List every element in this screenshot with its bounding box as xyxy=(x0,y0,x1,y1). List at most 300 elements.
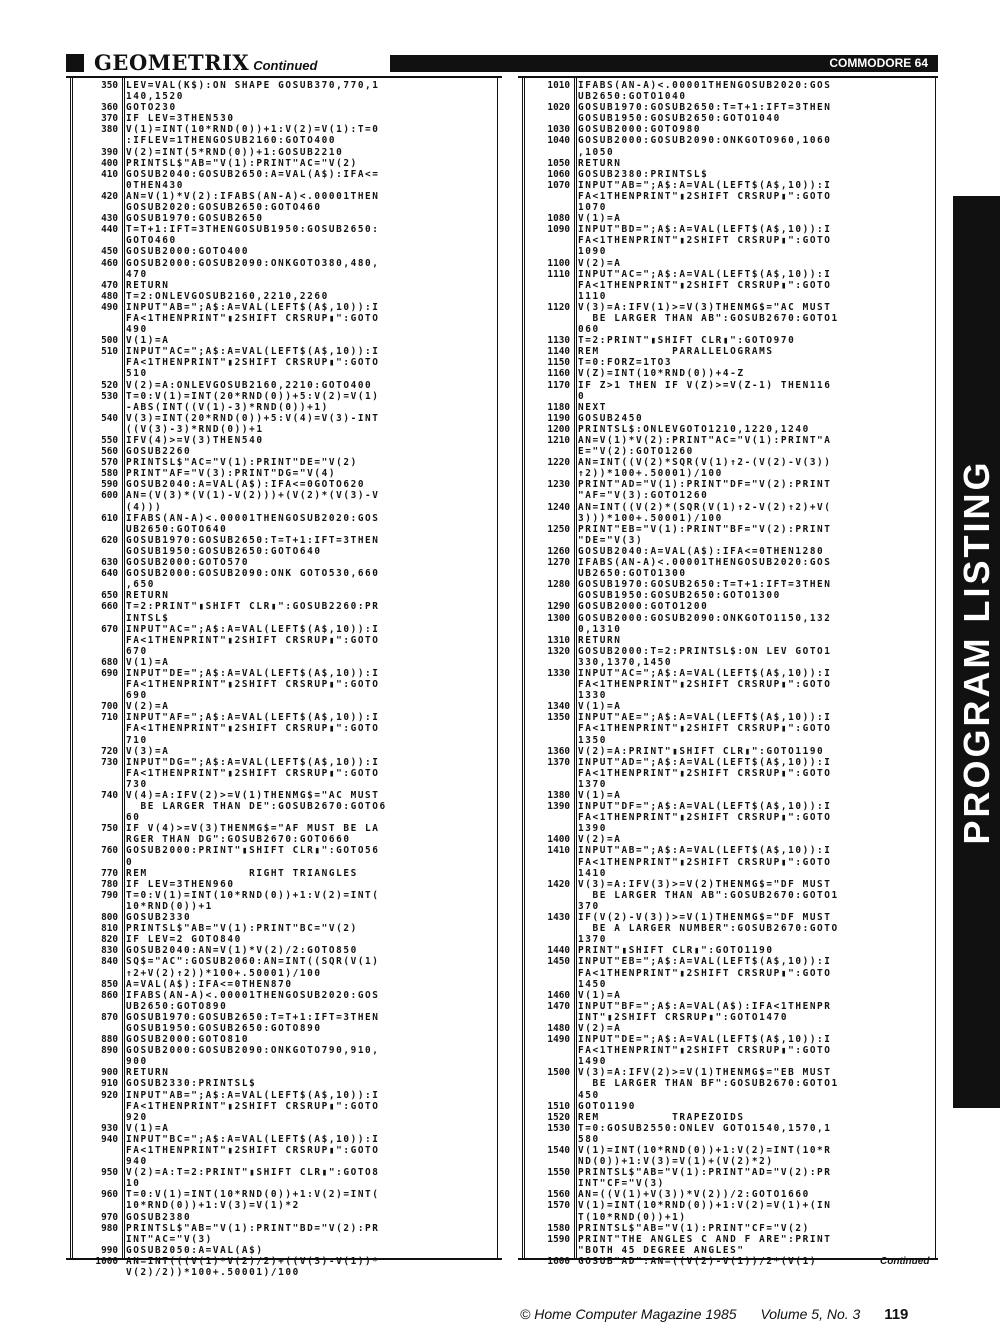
code-line xyxy=(518,102,938,113)
code-line xyxy=(66,1234,502,1245)
line-number: 1490 xyxy=(547,1034,570,1046)
line-number: 1380 xyxy=(547,790,570,801)
code-line xyxy=(66,80,502,91)
code-line xyxy=(518,235,938,246)
line-number: 770 xyxy=(101,867,118,879)
line-number: 800 xyxy=(101,912,118,924)
line-number: 910 xyxy=(101,1078,118,1090)
code-line xyxy=(66,779,502,790)
code-line xyxy=(518,402,938,413)
code-line xyxy=(66,1200,502,1211)
code-text: GOTO1190 xyxy=(578,1100,636,1112)
code-line xyxy=(518,202,938,213)
section-label: PROGRAM LISTING xyxy=(955,459,997,845)
code-line xyxy=(66,446,502,457)
code-line xyxy=(66,180,502,191)
code-line xyxy=(518,435,938,446)
code-text: V(Z)=INT(10*RND(0))+4-Z xyxy=(578,368,745,380)
code-line xyxy=(518,346,938,357)
line-number: 400 xyxy=(101,157,118,169)
line-number: 1060 xyxy=(547,168,570,180)
code-line xyxy=(66,424,502,435)
code-text: V(3)=INT(20*RND(0))+5:V(4)=V(3)-INT xyxy=(126,412,380,424)
line-number: 920 xyxy=(101,1089,118,1101)
code-text: INPUT"AC=";A$:A=VAL(LEFT$(A$,10)):I xyxy=(126,346,380,358)
line-number: 580 xyxy=(101,468,118,480)
line-number: 1560 xyxy=(547,1189,570,1201)
code-line xyxy=(66,213,502,224)
code-line xyxy=(518,1178,938,1189)
code-line xyxy=(66,1223,502,1234)
code-text: "AF="V(3):GOTO1260 xyxy=(578,490,709,502)
code-line xyxy=(66,1145,502,1156)
code-text: GOSUB2000:GOTO810 xyxy=(126,1034,250,1046)
code-text: PRINTSL$"AB="V(1):PRINT"AC="V(2) xyxy=(126,157,358,169)
code-line xyxy=(66,479,502,490)
code-text: FA<1THENPRINT"▮2SHIFT CRSRUP▮":GOTO xyxy=(578,812,832,824)
code-line xyxy=(518,1189,938,1200)
code-text: IF Z>1 THEN IF V(Z)>=V(Z-1) THEN116 xyxy=(578,379,832,391)
code-line xyxy=(66,258,502,269)
line-number: 1100 xyxy=(547,257,570,269)
code-text: ↑2))*100+.50001)/100 xyxy=(578,468,723,480)
code-text: FA<1THENPRINT"▮2SHIFT CRSRUP▮":GOTO xyxy=(578,190,832,202)
code-line xyxy=(66,1134,502,1145)
line-number: 1470 xyxy=(547,1000,570,1012)
code-line xyxy=(66,790,502,801)
code-line xyxy=(518,823,938,834)
code-text: PRINTSL$"AB="V(1):PRINT"BC="V(2) xyxy=(126,923,358,935)
line-number: 990 xyxy=(101,1244,118,1256)
code-line xyxy=(518,313,938,324)
code-line xyxy=(518,1067,938,1078)
code-text: RETURN xyxy=(578,634,622,646)
line-number: 1200 xyxy=(547,423,570,435)
line-number: 1130 xyxy=(547,335,570,347)
code-text: GOSUB2330 xyxy=(126,912,192,924)
code-line xyxy=(518,446,938,457)
code-line xyxy=(518,790,938,801)
code-line xyxy=(518,524,938,535)
line-number: 1110 xyxy=(547,268,570,280)
code-text: IF LEV=3THEN960 xyxy=(126,878,235,890)
code-line xyxy=(66,901,502,912)
code-line xyxy=(66,801,502,812)
code-text: GOSUB2040:A=VAL(A$):IFA<=0THEN1280 xyxy=(578,545,825,557)
code-line xyxy=(518,1023,938,1034)
line-number: 1220 xyxy=(547,457,570,469)
code-line xyxy=(518,801,938,812)
code-text: PRINT"AD="V(1):PRINT"DF="V(2):PRINT xyxy=(578,479,832,491)
line-number: 740 xyxy=(101,790,118,801)
code-text: 10 xyxy=(126,1178,141,1190)
code-text: 0 xyxy=(126,856,134,868)
code-line xyxy=(66,879,502,890)
line-number: 1290 xyxy=(547,601,570,613)
code-line xyxy=(518,246,938,257)
code-text: UB2650:GOTO890 xyxy=(126,1000,228,1012)
line-number: 510 xyxy=(101,346,118,358)
code-line xyxy=(66,968,502,979)
code-text: REM TRAPEZOIDS xyxy=(578,1111,745,1123)
code-line xyxy=(518,380,938,391)
code-text: 10*RND(0))+1 xyxy=(126,900,213,912)
code-text: FA<1THENPRINT"▮2SHIFT CRSRUP▮":GOTO xyxy=(126,634,380,646)
line-number: 520 xyxy=(101,379,118,391)
code-text: GOSUB2380:PRINTSL$ xyxy=(578,168,709,180)
code-line xyxy=(66,1189,502,1200)
code-line xyxy=(66,912,502,923)
code-line xyxy=(66,601,502,612)
line-number: 1480 xyxy=(547,1022,570,1034)
code-line xyxy=(518,124,938,135)
code-text: RETURN xyxy=(578,157,622,169)
code-line xyxy=(518,468,938,479)
code-text: GOSUB"AD":AN=((V(2)-V(1))/2*(V(1) xyxy=(578,1255,818,1267)
code-line xyxy=(518,357,938,368)
line-number: 700 xyxy=(101,701,118,713)
line-number: 1210 xyxy=(547,435,570,446)
code-text: IFV(4)>=V(3)THEN540 xyxy=(126,435,264,446)
code-text: GOSUB2040:AN=V(1)*V(2)/2:GOTO850 xyxy=(126,945,358,957)
code-text: PRINT"EB="V(1):PRINT"BF="V(2):PRINT xyxy=(578,523,832,535)
code-text: 370 xyxy=(578,900,600,912)
code-text: GOSUB2260 xyxy=(126,446,192,458)
code-line xyxy=(518,335,938,346)
code-text: 1370 xyxy=(578,934,607,946)
line-number: 890 xyxy=(101,1045,118,1057)
line-number: 1090 xyxy=(547,224,570,236)
code-line xyxy=(518,91,938,102)
code-text: PRINTSL$:ONLEVGOTO1210,1220,1240 xyxy=(578,423,810,435)
code-text: 140,1520 xyxy=(126,91,184,103)
code-text: GOSUB2000:PRINT"▮SHIFT CLR▮":GOTO56 xyxy=(126,845,380,857)
line-number: 810 xyxy=(101,923,118,935)
code-text: GOSUB1950:GOSUB2650:GOTO1040 xyxy=(578,113,781,125)
code-text: UB2650:GOTO640 xyxy=(126,523,228,535)
code-line xyxy=(518,746,938,757)
code-text: INPUT"AB=";A$:A=VAL(LEFT$(A$,10)):I xyxy=(126,301,380,313)
code-line xyxy=(66,191,502,202)
code-text: INPUT"AB=";A$:A=VAL(LEFT$(A$,10)):I xyxy=(578,845,832,857)
line-number: 1260 xyxy=(547,545,570,557)
code-text: 900 xyxy=(126,1056,148,1068)
line-number: 470 xyxy=(101,279,118,291)
line-number: 1420 xyxy=(547,878,570,890)
code-text: BE LARGER THAN AB":GOSUB2670:GOTO1 xyxy=(578,889,839,901)
line-number: 930 xyxy=(101,1122,118,1134)
code-text: :IFLEV=1THENGOSUB2160:GOTO400 xyxy=(126,135,337,147)
code-text: BE A LARGER NUMBER":GOSUB2670:GOTO xyxy=(578,923,839,935)
code-line xyxy=(518,1112,938,1123)
line-number: 1530 xyxy=(547,1122,570,1134)
code-line xyxy=(518,180,938,191)
line-number: 1320 xyxy=(547,645,570,657)
line-number: 1460 xyxy=(547,989,570,1001)
code-text: PRINTSL$"AB="V(1):PRINT"AD="V(2):PR xyxy=(578,1167,832,1179)
line-number: 560 xyxy=(101,446,118,458)
code-line xyxy=(66,291,502,302)
code-line xyxy=(518,945,938,956)
code-line xyxy=(518,601,938,612)
code-text: T=T+1:IFT=3THENGOSUB1950:GOSUB2650: xyxy=(126,224,380,236)
code-text: IF(V(2)-V(3))>=V(1)THENMG$="DF MUST xyxy=(578,912,832,924)
code-line xyxy=(518,834,938,845)
page-header xyxy=(66,52,938,74)
code-text: FA<1THENPRINT"▮2SHIFT CRSRUP▮":GOTO xyxy=(578,767,832,779)
code-text: V(2)=A:PRINT"▮SHIFT CLR▮":GOTO1190 xyxy=(578,745,825,757)
code-line xyxy=(66,923,502,934)
code-text: RETURN xyxy=(126,1067,170,1079)
code-line xyxy=(66,735,502,746)
code-line xyxy=(518,701,938,712)
code-text: INTSL$ xyxy=(126,612,170,624)
code-text: INPUT"AC=";A$:A=VAL(LEFT$(A$,10)):I xyxy=(578,667,832,679)
code-text: 510 xyxy=(126,368,148,380)
code-text: 450 xyxy=(578,1089,600,1101)
code-text: ND(0))+1:V(3)=V(1)+(V(2)*2) xyxy=(578,1156,774,1168)
code-line xyxy=(518,302,938,313)
code-line xyxy=(518,1034,938,1045)
code-line xyxy=(66,546,502,557)
line-number: 450 xyxy=(101,246,118,258)
code-text: FA<1THENPRINT"▮2SHIFT CRSRUP▮":GOTO xyxy=(126,723,380,735)
code-text: INT"AC="V(3) xyxy=(126,1233,213,1245)
code-line xyxy=(66,158,502,169)
line-number: 780 xyxy=(101,878,118,890)
code-line xyxy=(66,124,502,135)
code-text: GOSUB2380 xyxy=(126,1211,192,1223)
code-text: GOSUB1970:GOSUB2650:T=T+1:IFT=3THEN xyxy=(126,534,380,546)
code-text: GOSUB2040:A=VAL(A$):IFA<=0GOTO620 xyxy=(126,479,366,491)
code-text: BE LARGER THAN DE":GOSUB2670:GOTO6 xyxy=(126,801,387,813)
code-text: AN=V(1)*V(2):IFABS(AN-A)<.00001THEN xyxy=(126,190,380,202)
code-text: FA<1THENPRINT"▮2SHIFT CRSRUP▮":GOTO xyxy=(126,679,380,691)
code-line xyxy=(66,723,502,734)
listing-rows-left xyxy=(66,80,502,1278)
line-number: 850 xyxy=(101,978,118,990)
line-number: 1000 xyxy=(95,1255,118,1267)
section-side-tab xyxy=(953,196,1000,1108)
code-text: INPUT"DE=";A$:A=VAL(LEFT$(A$,10)):I xyxy=(126,667,380,679)
code-text: AN=INT(((V(1)*V(2)/2)+((V(3)-V(1))* xyxy=(126,1255,380,1267)
code-line xyxy=(66,235,502,246)
line-number: 730 xyxy=(101,756,118,768)
code-line xyxy=(518,912,938,923)
code-text: V(2)=A xyxy=(578,834,622,846)
code-line xyxy=(66,568,502,579)
code-line xyxy=(66,956,502,967)
code-text: GOSUB1970:GOSUB2650:T=T+1:IFT=3THEN xyxy=(578,579,832,591)
code-line xyxy=(66,1156,502,1167)
code-text: V(3)=A:IFV(1)>=V(3)THENMG$="AC MUST xyxy=(578,301,832,313)
code-text: 490 xyxy=(126,324,148,336)
code-line xyxy=(66,1078,502,1089)
line-number: 370 xyxy=(101,113,118,125)
code-line xyxy=(66,845,502,856)
code-line xyxy=(66,413,502,424)
code-line xyxy=(518,635,938,646)
code-line xyxy=(518,1167,938,1178)
code-line xyxy=(518,679,938,690)
code-line xyxy=(66,102,502,113)
code-text: T=2:PRINT"▮SHIFT CLR▮":GOTO970 xyxy=(578,335,796,347)
code-text: INPUT"DE=";A$:A=VAL(LEFT$(A$,10)):I xyxy=(578,1034,832,1046)
line-number: 640 xyxy=(101,568,118,580)
code-line xyxy=(66,590,502,601)
code-line xyxy=(66,402,502,413)
code-text: PRINTSL$"AB="V(1):PRINT"BD="V(2):PR xyxy=(126,1222,380,1234)
line-number: 1070 xyxy=(547,179,570,191)
line-number: 670 xyxy=(101,623,118,635)
article-title xyxy=(94,50,317,75)
code-text: GOSUB2000:GOSUB2090:ONK GOTO530,660 xyxy=(126,568,380,580)
code-text: IF LEV=2 GOTO840 xyxy=(126,934,242,946)
code-line xyxy=(518,568,938,579)
code-line xyxy=(66,324,502,335)
line-number: 500 xyxy=(101,335,118,347)
code-text: AN=(V(3)*(V(1)-V(2)))+(V(2)*(V(3)-V xyxy=(126,490,380,502)
line-number: 380 xyxy=(101,124,118,136)
code-text: INPUT"AB=";A$:A=VAL(LEFT$(A$,10)):I xyxy=(578,179,832,191)
code-text: 0 xyxy=(578,390,586,402)
code-line xyxy=(66,1045,502,1056)
line-number: 1240 xyxy=(547,501,570,513)
line-number: 1170 xyxy=(547,379,570,391)
code-line xyxy=(518,657,938,668)
code-line xyxy=(66,934,502,945)
line-number: 1190 xyxy=(547,412,570,424)
code-line xyxy=(66,147,502,158)
code-line xyxy=(518,213,938,224)
code-text: PRINTSL$"AB="V(1):PRINT"CF="V(2) xyxy=(578,1222,810,1234)
code-text: IF V(4)>=V(3)THENMG$="AF MUST BE LA xyxy=(126,823,380,835)
code-line xyxy=(66,1178,502,1189)
code-text: FA<1THENPRINT"▮2SHIFT CRSRUP▮":GOTO xyxy=(578,967,832,979)
code-text: INPUT"DF=";A$:A=VAL(LEFT$(A$,10)):I xyxy=(578,801,832,813)
line-number: 1500 xyxy=(547,1067,570,1079)
code-text: 330,1370,1450 xyxy=(578,656,673,668)
code-line xyxy=(518,879,938,890)
code-text: GOSUB1950:GOSUB2650:GOTO890 xyxy=(126,1022,322,1034)
line-number: 1550 xyxy=(547,1167,570,1179)
line-number: 1510 xyxy=(547,1100,570,1112)
code-line xyxy=(518,1090,938,1101)
code-text: IFABS(AN-A)<.00001THENGOSUB2020:GOS xyxy=(126,512,380,524)
code-text: SQ$="AC":GOSUB2060:AN=INT((SQR(V(1) xyxy=(126,956,380,968)
code-line xyxy=(518,1101,938,1112)
code-text: 1370 xyxy=(578,778,607,790)
code-text: 730 xyxy=(126,778,148,790)
code-text: 0,1310 xyxy=(578,623,622,635)
code-text: INPUT"AB=";A$:A=VAL(LEFT$(A$,10)):I xyxy=(126,1089,380,1101)
header-square-icon xyxy=(66,54,84,72)
code-line xyxy=(66,502,502,513)
code-text: AN=INT((V(2)*SQR(V(1)↑2-(V(2)-V(3)) xyxy=(578,457,832,469)
code-text: T=0:V(1)=INT(10*RND(0))+1:V(2)=INT( xyxy=(126,1189,380,1201)
code-line xyxy=(66,135,502,146)
line-number: 1250 xyxy=(547,523,570,535)
code-text: V(1)=INT(10*RND(0))+1:V(2)=V(1)+(IN xyxy=(578,1200,832,1212)
code-line xyxy=(66,457,502,468)
code-text: FA<1THENPRINT"▮2SHIFT CRSRUP▮":GOTO xyxy=(578,235,832,247)
code-line xyxy=(518,723,938,734)
line-number: 1040 xyxy=(547,135,570,147)
code-line xyxy=(66,490,502,501)
line-number: 630 xyxy=(101,557,118,569)
line-number: 1450 xyxy=(547,956,570,968)
code-line xyxy=(518,1245,938,1256)
line-number: 760 xyxy=(101,845,118,857)
code-text: GOSUB2050:A=VAL(A$) xyxy=(126,1244,264,1256)
code-text: GOSUB2330:PRINTSL$ xyxy=(126,1078,257,1090)
code-text: 1410 xyxy=(578,867,607,879)
code-text: ,1050 xyxy=(578,146,615,158)
code-line xyxy=(518,513,938,524)
code-text: V(3)=A:IFV(2)>=V(1)THENMG$="EB MUST xyxy=(578,1067,832,1079)
code-line xyxy=(518,624,938,635)
line-number: 1080 xyxy=(547,213,570,225)
code-text: INT"CF="V(3) xyxy=(578,1178,665,1190)
line-number: 410 xyxy=(101,168,118,180)
code-text: GOSUB2000:GOTO570 xyxy=(126,557,250,569)
code-line xyxy=(66,857,502,868)
code-line xyxy=(66,690,502,701)
line-number: 1390 xyxy=(547,801,570,813)
code-text: RETURN xyxy=(126,590,170,602)
code-line xyxy=(518,845,938,856)
code-text: V(3)=A:IFV(3)>=V(2)THENMG$="DF MUST xyxy=(578,878,832,890)
line-number: 430 xyxy=(101,213,118,225)
code-line xyxy=(66,91,502,102)
line-number: 600 xyxy=(101,490,118,502)
code-line xyxy=(66,513,502,524)
code-line xyxy=(518,690,938,701)
code-text: LEV=VAL(K$):ON SHAPE GOSUB370,770,1 xyxy=(126,80,380,91)
code-text: INPUT"AC=";A$:A=VAL(LEFT$(A$,10)):I xyxy=(578,268,832,280)
code-line xyxy=(66,1090,502,1101)
code-line xyxy=(518,490,938,501)
line-number: 1330 xyxy=(547,667,570,679)
code-line xyxy=(518,191,938,202)
line-number: 790 xyxy=(101,889,118,901)
code-text: REM PARALLELOGRAMS xyxy=(578,346,774,358)
code-text: T=2:ONLEVGOSUB2160,2210,2260 xyxy=(126,290,329,302)
code-text: V(1)=INT(10*RND(0))+1:V(2)=V(1):T=0 xyxy=(126,124,380,136)
line-number: 830 xyxy=(101,945,118,957)
code-text: 0THEN430 xyxy=(126,179,184,191)
code-line xyxy=(518,812,938,823)
code-line xyxy=(518,857,938,868)
code-line xyxy=(66,823,502,834)
line-number: 570 xyxy=(101,457,118,469)
code-text: RETURN xyxy=(126,279,170,291)
code-text: INPUT"BD=";A$:A=VAL(LEFT$(A$,10)):I xyxy=(578,224,832,236)
line-number: 550 xyxy=(101,435,118,446)
code-text: INPUT"BC=";A$:A=VAL(LEFT$(A$,10)):I xyxy=(126,1133,380,1145)
code-text: PRINT"▮SHIFT CLR▮":GOTO1190 xyxy=(578,945,774,957)
code-text: FA<1THENPRINT"▮2SHIFT CRSRUP▮":GOTO xyxy=(578,679,832,691)
code-text: GOSUB1970:GOSUB2650:T=T+1:IFT=3THEN xyxy=(126,1011,380,1023)
code-text: GOSUB2000:GOSUB2090:ONKGOTO790,910, xyxy=(126,1045,380,1057)
code-text: GOSUB2000:GOSUB2090:ONKGOTO1150,132 xyxy=(578,612,832,624)
code-line xyxy=(518,1212,938,1223)
code-text: V(1)=A xyxy=(126,1122,170,1134)
line-number: 1600 xyxy=(547,1255,570,1267)
code-line xyxy=(518,535,938,546)
code-line xyxy=(518,224,938,235)
code-line xyxy=(518,324,938,335)
